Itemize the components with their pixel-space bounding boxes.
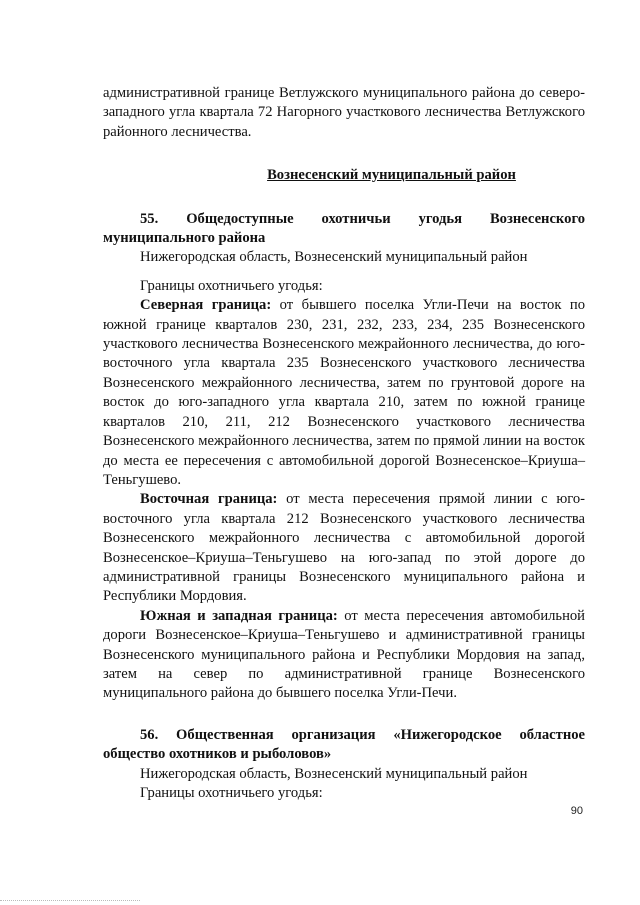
south-west-boundary-paragraph: [103, 607, 585, 704]
scan-edge-artifact: [0, 900, 140, 905]
section-55-location: Нижегородская область, Вознесенский муниципальный район: [140, 249, 528, 266]
east-boundary-paragraph: [103, 490, 585, 606]
section-56-boundaries-heading: Границы охотничьего угодья:: [140, 785, 323, 801]
east-boundary-text: от места пересечения прямой линии с юго-восточного угла квартала 212 Вознесенского участкового лесничества Вознесенского межрайонного лесничества с автомобильной дорогой Вознесенское–Криуша–Теньгушево на юго-запад по этой дороге до административной границы Вознесенского муниципального района и Республики Мордовия.: [103, 491, 585, 605]
south-west-boundary-label: Южная и западная граница:: [140, 607, 338, 624]
intro-paragraph: административной границе Ветлужского муниципального района до северо-западного угла квартала 72 Нагорного участкового лесничества Ветлужского районного лесничества.: [103, 85, 585, 140]
document-page: [103, 84, 585, 803]
south-west-boundary-text: от места пересечения автомобильной дороги Вознесенское–Криуша–Теньгушево и административной границы Вознесенского муниципального района и Республики Мордовия на запад, затем на север по административной границе Вознесенского муниципального района до бывшего поселка Угли-Печи.: [103, 607, 585, 702]
north-boundary-text: от бывшего поселка Угли-Печи на восток по южной границе кварталов 230, 231, 232, 233, 234, 235 Вознесенского участкового лесничества Вознесенского межрайонного лесничества, до юго-восточного угла квартала 235 Вознесенского участкового лесничества Вознесенского межрайонного лесничества, затем по грунтовой дороге на восток до юго-западного угла квартала 210, затем по южной границе кварталов 210, 211, 212 Вознесенского участкового лесничества Вознесенского межрайонного лесничества, затем по прямой линии на восток до места ее пересечения с автомобильной дорогой Вознесенское–Криуша–Теньгушево.: [103, 297, 586, 488]
section-56-title: 56. Общественная организация «Нижегородское областное общество охотников и рыболовов»: [103, 726, 585, 763]
north-boundary-label: Северная граница:: [140, 297, 272, 314]
east-boundary-label: Восточная граница:: [140, 491, 278, 508]
page-number: 90: [570, 805, 583, 817]
section-55-title: 55. Общедоступные охотничьи угодья Вознесенского муниципального района: [103, 210, 585, 247]
section-55-boundaries-heading: Границы охотничьего угодья:: [140, 277, 323, 294]
section-56-location: Нижегородская область, Вознесенский муниципальный район: [140, 765, 528, 782]
north-boundary-paragraph: [103, 296, 585, 490]
district-heading: Вознесенский муниципальный район: [267, 167, 516, 184]
